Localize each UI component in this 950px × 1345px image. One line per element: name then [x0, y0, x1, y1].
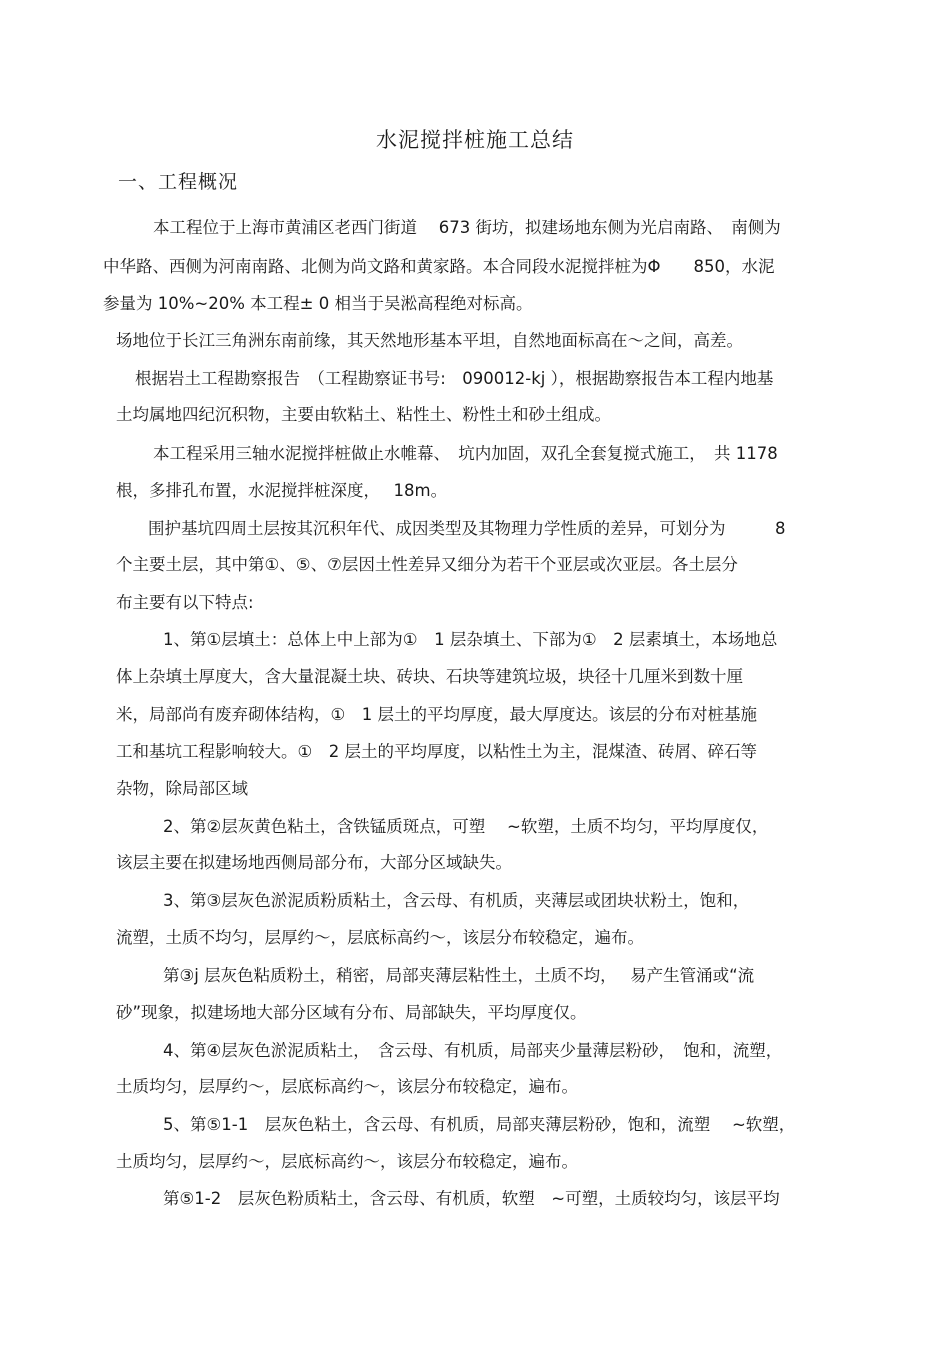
text-line: 米，局部尚有废弃砌体结构，① 1 层土的平均厚度，最大厚度达。该层的分布对桩基施	[116, 705, 758, 724]
text-line: 流塑，土质不均匀，层厚约～，层底标高约～，该层分布较稳定，遍布。	[116, 928, 644, 947]
text-line: 参量为 10%~20% 本工程± 0 相当于吴淞高程绝对标高。	[103, 294, 533, 313]
text-line: 2、第②层灰黄色粘土，含铁锰质斑点，可塑 ~软塑，土质不均匀，平均厚度仅，	[163, 817, 769, 836]
text-line: 工和基坑工程影响较大。① 2 层土的平均厚度，以粘性土为主，混煤渣、砖屑、碎石等	[116, 742, 758, 761]
text-line: 个主要土层，其中第①、⑤、⑦层因土性差异又细分为若干个亚层或次亚层。各土层分	[116, 555, 738, 574]
text-line: 5、第⑤1-1 层灰色粘土，含云母、有机质，局部夹薄层粉砂，饱和，流塑 ~软塑，	[163, 1115, 796, 1134]
text-line: 土均属地四纪沉积物，主要由软粘土、粘性土、粉性土和砂土组成。	[116, 405, 611, 424]
text-line: 该层主要在拟建场地西侧局部分布，大部分区域缺失。	[116, 853, 512, 872]
text-line: 4、第④层灰色淤泥质粘土， 含云母、有机质，局部夹少量薄层粉砂， 饱和，流塑，	[163, 1041, 783, 1060]
text-line: 第⑤1-2 层灰色粉质粘土，含云母、有机质，软塑 ~可塑，土质较均匀，该层平均	[163, 1189, 780, 1208]
text-line: 根据岩土工程勘察报告 （工程勘察证书号: 090012-kj ），根据勘察报告本工程内地基	[135, 369, 774, 388]
text-line: 布主要有以下特点:	[116, 593, 254, 612]
text-line: 第③j 层灰色粘质粉土，稍密，局部夹薄层粘性土，土质不均， 易产生管涌或“流	[163, 966, 755, 985]
text-line: 土质均匀，层厚约～，层底标高约～，该层分布较稳定，遍布。	[116, 1077, 578, 1096]
text-line: 砂”现象，拟建场地大部分区域有分布、局部缺失，平均厚度仅。	[116, 1003, 587, 1022]
text-line: 3、第③层灰色淤泥质粉质粘土，含云母、有机质，夹薄层或团块状粉土，饱和，	[163, 891, 750, 910]
text-line: 中华路、西侧为河南南路、北侧为尚文路和黄家路。本合同段水泥搅拌桩为Φ 850，水泥	[103, 257, 775, 276]
text-line: 根，多排孔布置，水泥搅拌桩深度， 18m。	[116, 481, 448, 500]
section-heading: 一、工程概况	[118, 171, 239, 193]
text-line: 1、第①层填土：总体上中上部为① 1 层杂填土、下部为① 2 层素填土，本场地总	[163, 630, 778, 649]
text-line: 体上杂填土厚度大，含大量混凝土块、砖块、石块等建筑垃圾，块径十几厘米到数十厘	[116, 667, 743, 686]
text-line: 本工程位于上海市黄浦区老西门街道 673 街坊，拟建场地东侧为光启南路、 南侧为	[153, 218, 781, 237]
text-line: 杂物，除局部区域	[116, 779, 248, 798]
text-line: 土质均匀，层厚约～，层底标高约～，该层分布较稳定，遍布。	[116, 1152, 578, 1171]
text-line: 围护基坑四周土层按其沉积年代、成因类型及其物理力学性质的差异，可划分为 8	[148, 519, 786, 538]
text-line: 场地位于长江三角洲东南前缘，其天然地形基本平坦，自然地面标高在～之间，高差。	[116, 331, 743, 350]
text-line: 本工程采用三轴水泥搅拌桩做止水帷幕、 坑内加固，双孔全套复搅式施工， 共 1178	[153, 444, 778, 463]
document-title: 水泥搅拌桩施工总结	[376, 128, 574, 152]
